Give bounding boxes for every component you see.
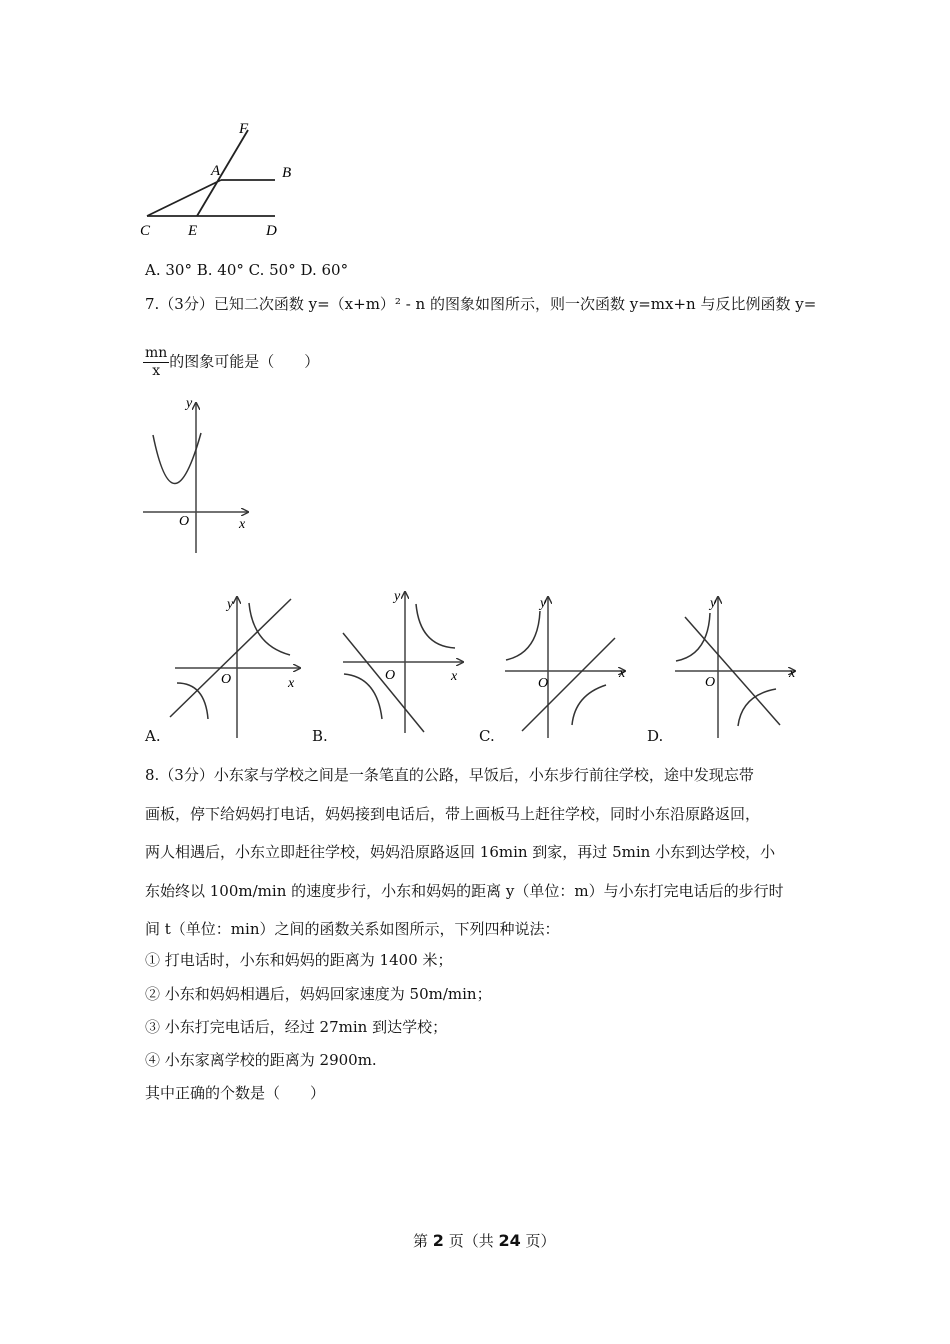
q7-option-d-letter: D. [647,727,664,745]
axis-label-y: y [186,396,193,411]
parabola-curve [153,433,201,484]
axis-label-x: x [619,666,626,681]
q7-option-c-graph [500,593,635,743]
page-footer [413,1233,556,1249]
line-ef [197,130,248,216]
q7-option-b-letter: B. [312,727,328,745]
axis-label-y: y [710,596,717,611]
label-b: B [282,165,292,181]
axis-label-x: x [288,676,295,691]
q8-question: 其中正确的个数是（ ） [145,1084,326,1102]
linear-line [170,599,291,717]
linear-line [522,638,615,731]
origin-label: O [221,672,232,687]
axis-label-y: y [540,596,547,611]
axis-label-y: y [394,589,401,604]
q7-stem-line1: 7.（3分）已知二次函数 y=（x+m）² - n 的图象如图所示，则一次函数 y=mx+n 与反比例函数 y= [145,295,817,313]
hyperbola-branch-1 [249,603,290,655]
q8-statement-1: ① 打电话时，小东和妈妈的距离为 1400 米； [145,951,453,969]
q8-statement-3: ③ 小东打完电话后，经过 27min 到达学校； [145,1018,448,1036]
line-ca [147,180,221,216]
q7-option-d-graph [670,593,805,743]
q8-line-2: 画板，停下给妈妈打电话，妈妈接到电话后，带上画板马上赶往学校，同时小东沿原路返回， [145,805,761,823]
label-d: D [266,223,277,239]
hyperbola-branch-2 [572,685,606,725]
q8-line-1: 8.（3分）小东家与学校之间是一条笔直的公路，早饭后，小东步行前往学校，途中发现忘带 [145,766,754,784]
origin-label: O [705,675,716,690]
label-c: C [140,223,151,239]
q7-option-a-graph [165,593,305,743]
q7-option-c-letter: C. [479,727,495,745]
hyperbola-branch-2 [738,689,776,726]
hyperbola-branch-2 [177,683,208,719]
footer-page-number: 2 [432,1231,444,1250]
q8-line-3: 两人相遇后，小东立即赶往学校，妈妈沿原路返回 16min 到家，再过 5min 小东到达学校，小 [145,843,776,861]
q6-geometry-figure [135,118,305,243]
origin-label: O [385,668,396,683]
footer-pre: 第 [413,1232,433,1250]
hyperbola-branch-2 [344,674,382,719]
q8-line-5: 间 t（单位：min）之间的函数关系如图所示，下列四种说法： [145,920,560,938]
q7-stem-line2 [143,346,319,378]
q7-stem-line2-text: 的图象可能是（ ） [169,352,320,371]
q8-line-4: 东始终以 100m/min 的速度步行，小东和妈妈的距离 y（单位：m）与小东打完电话后的步行时 [145,882,784,900]
origin-label: O [538,676,549,691]
origin-label: O [179,514,190,529]
hyperbola-branch-1 [506,611,540,660]
axis-label-x: x [239,517,246,532]
axis-label-x: x [789,666,796,681]
q7-fraction-numerator: mn [145,345,168,361]
footer-total-pages: 24 [498,1231,521,1250]
q8-statement-2: ② 小东和妈妈相遇后，妈妈回家速度为 50m/min； [145,985,492,1003]
q6-options: A. 30° B. 40° C. 50° D. 60° [145,261,349,279]
q7-option-b-graph [335,588,470,738]
footer-post: 页） [520,1232,556,1250]
hyperbola-branch-1 [416,604,455,648]
q7-option-a-letter: A. [145,727,161,745]
q7-fraction [143,346,169,378]
q7-fraction-denominator: x [152,362,161,379]
q8-statement-4: ④ 小东家离学校的距离为 2900m. [145,1051,377,1069]
axis-label-x: x [451,669,458,684]
footer-mid: 页（共 [443,1232,499,1250]
axis-label-y: y [227,597,234,612]
label-f: F [239,121,249,137]
hyperbola-branch-1 [676,613,710,661]
label-a: A [211,163,221,179]
linear-line [343,633,424,732]
q7-parabola-graph [140,393,260,558]
label-e: E [188,223,198,239]
